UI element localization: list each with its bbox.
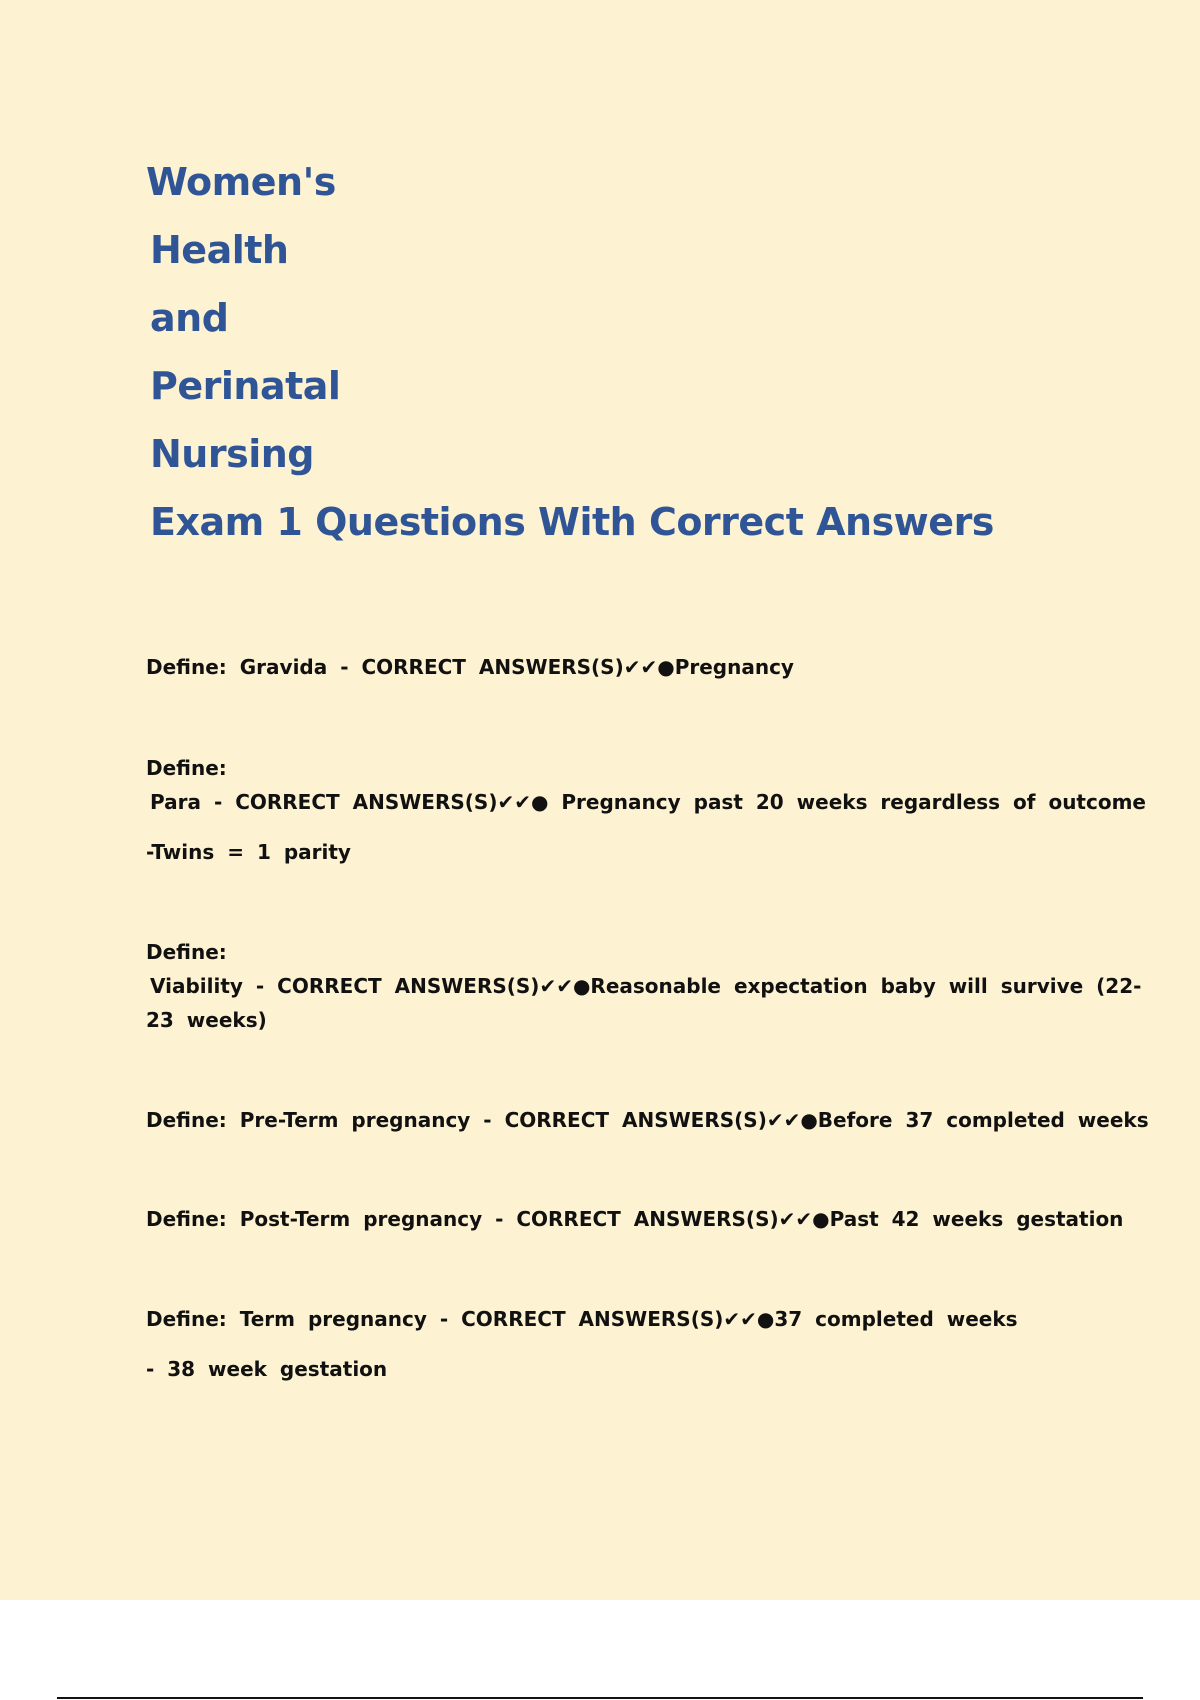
qa-para-label: Define: [146, 756, 227, 780]
qa-item-gravida [146, 655, 1046, 679]
title-line-1: Women's [146, 160, 336, 204]
qa-viability-answer: Viability - CORRECT ANSWERS(S)✔✔●Reasonable expectation baby will survive (22- [150, 974, 1142, 998]
qa-gravida-text: Define: Gravida - CORRECT ANSWERS(S)✔✔●Pregnancy [146, 655, 794, 679]
title-line-3: and [150, 296, 229, 340]
title-line-4: Perinatal [150, 364, 341, 408]
qa-para-answer: Para - CORRECT ANSWERS(S)✔✔● Pregnancy past 20 weeks regardless of outcome [150, 790, 1146, 814]
footer-divider [57, 1697, 1143, 1699]
qa-item-postterm [146, 1207, 1124, 1231]
qa-para-note: -Twins = 1 parity [146, 840, 351, 864]
title-line-6: Exam 1 Questions With Correct Answers [150, 500, 994, 544]
title-line-2: Health [150, 228, 289, 272]
qa-viability-label: Define: [146, 940, 227, 964]
qa-preterm-text: Define: Pre-Term pregnancy - CORRECT ANSWERS(S)✔✔●Before 37 completed weeks [146, 1108, 1149, 1132]
qa-postterm-text: Define: Post-Term pregnancy - CORRECT ANSWERS(S)✔✔●Past 42 weeks gestation [146, 1207, 1124, 1231]
qa-item-term [146, 1307, 1046, 1381]
document-title [146, 148, 994, 556]
qa-term-note: - 38 week gestation [146, 1357, 388, 1381]
title-line-5: Nursing [150, 432, 314, 476]
qa-item-para [146, 754, 1146, 872]
qa-item-viability [146, 938, 1142, 1034]
qa-viability-answer-cont: 23 weeks) [146, 1008, 267, 1032]
qa-item-preterm [146, 1108, 1149, 1132]
qa-term-text: Define: Term pregnancy - CORRECT ANSWERS(S)✔✔●37 completed weeks [146, 1307, 1018, 1331]
